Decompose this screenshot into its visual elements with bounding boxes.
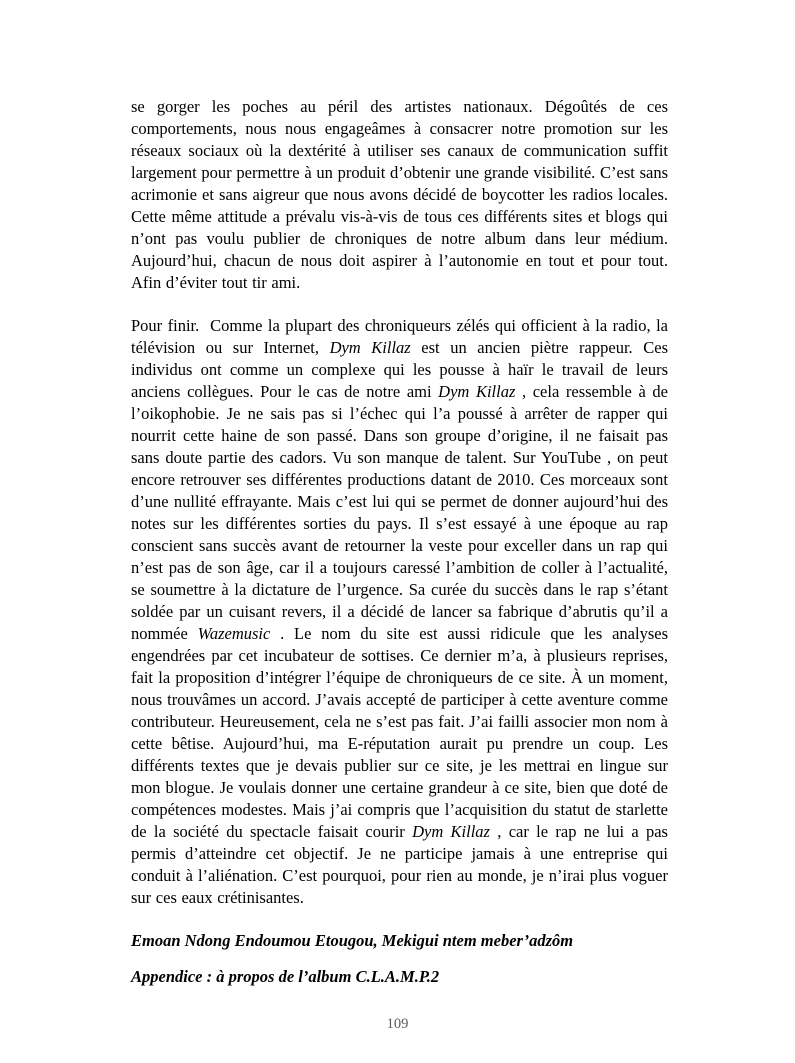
p2-segment-3: , cela ressemble à de l’oikophobie. Je ne sais pas si l’échec qui l’a poussé à arrêter de rapper qui nourrit cette haine de son passé. Dans son groupe d’origine, il ne faisait pas sans doute partie des cadors. Vu son manque de talent. Sur YouTube , on peut encore retrouver ses différentes productions datant de 2010. Ces morceaux sont d’une nullité effrayante. Mais c’est lui qui se permet de donner aujourd’hui des notes sur les différentes sorties du pays. Il s’est essayé à une époque au rap conscient sans succès avant de retourner la veste pour exceller dans un rap qui n’est pas de son âge, car il a toujours caressé l’ambition de coller à l’actualité, se soumettre à la dictature de l’urgence. Sa curée du succès dans le rap s’étant soldée par un cuisant revers, il a décidé de lancer sa fabrique d’abrutis qu’il a nommée bbox=[131, 382, 668, 643]
appendix-heading: Appendice : à propos de l’album C.L.A.M.P.2 bbox=[131, 967, 440, 986]
author-signature: Emoan Ndong Endoumou Etougou, Mekigui ntem meber’adzôm bbox=[131, 931, 574, 950]
artist-name-dym-killaz-1: Dym Killaz bbox=[329, 338, 411, 357]
text-content bbox=[131, 96, 668, 988]
p2-segment-1: Pour finir. Comme la plupart des chroniqueurs zélés qui officient à la radio, la télévision ou sur Internet, bbox=[131, 316, 668, 357]
paragraph-pour-finir bbox=[131, 315, 668, 909]
site-name-wazemusic: Wazemusic bbox=[197, 624, 271, 643]
artist-name-dym-killaz-3: Dym Killaz bbox=[412, 822, 490, 841]
paragraph-promotion-boycott: se gorger les poches au péril des artistes nationaux. Dégoûtés de ces comportements, nous nous engageâmes à consacrer notre promotion sur les réseaux sociaux où la dextérité à utiliser ses canaux de communication suffit largement pour permettre à un produit d’obtenir une grande visibilité. C’est sans acrimonie et sans aigreur que nous avons décidé de boycotter les radios locales. Cette même attitude a prévalu vis-à-vis de tous ces différents sites et blogs qui n’ont pas voulu publier de chroniques de notre album dans leur médium. Aujourd’hui, chacun de nous doit aspirer à l’autonomie en tout et pour tout. Afin d’éviter tout tir ami. bbox=[131, 97, 668, 292]
p2-segment-2: est un ancien piètre rappeur. Ces individus ont comme un complexe qui les pousse à haïr le travail de leurs anciens collègues. Pour le cas de notre ami bbox=[131, 338, 668, 401]
page-number: 109 bbox=[386, 1016, 409, 1032]
p2-segment-4: . Le nom du site est aussi ridicule que les analyses engendrées par cet incubateur de sottises. Ce dernier m’a, à plusieurs reprises, fait la proposition d’intégrer l’équipe de chroniqueurs de ce site. À un moment, nous trouvâmes un accord. J’avais accepté de participer à cette aventure comme contributeur. Heureusement, cela ne s’est pas fait. J’ai failli associer mon nom à cette bêtise. Aujourd’hui, ma E-réputation aurait pu prendre un coup. Les différents textes que je devais publier sur ce site, je les mettrai en lingue sur mon blogue. Je voulais donner une certaine grandeur à ce site, bien que doté de compétences modestes. Mais j’ai compris que l’acquisition du statut de starlette de la société du spectacle faisait courir bbox=[131, 624, 668, 841]
p2-segment-5: , car le rap ne lui a pas permis d’atteindre cet objectif. Je ne participe jamais à une entreprise qui conduit à l’aliénation. C’est pourquoi, pour rien au monde, je n’irai plus voguer sur ces eaux crétinisantes. bbox=[131, 822, 668, 907]
artist-name-dym-killaz-2: Dym Killaz bbox=[438, 382, 516, 401]
